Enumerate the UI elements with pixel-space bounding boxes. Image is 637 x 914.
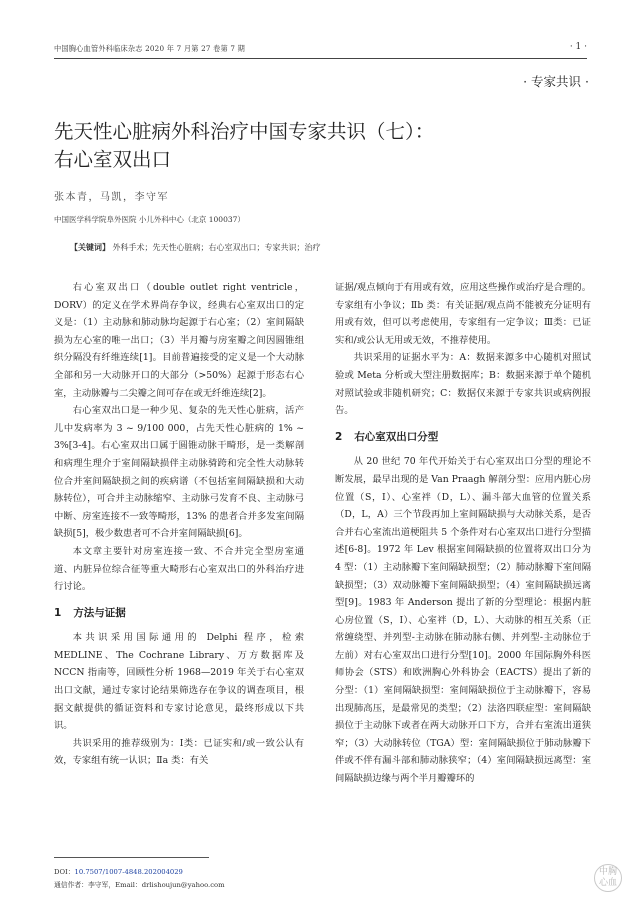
body-paragraph: 本共识采用国际通用的 Delphi 程序，检索 MEDLINE、The Cochrane Library、万方数据库及 NCCN 指南等，回顾性分析 1968—2019 年关于右心室双出口文献，通过专家讨论结果筛选存在争议的调查项目，根据文献提供的循证资料和专家讨论意见，最终形成以下共识。 [54,632,304,732]
section-number: 2 [335,430,343,443]
section-title: 右心室双出口分型 [354,430,439,443]
section-heading [335,429,591,447]
body-column-left [54,279,304,770]
body-paragraph: 右心室双出口（double outlet right ventricle，DORV）的定义在学术界尚存争议，经典右心室双出口的定义是：（1）主动脉和肺动脉均起源于右心室；（2）室间隔缺损为左心室的唯一出口；（3）半月瓣与房室瓣之间因圆锥组织分隔没有纤维连续[1]。目前普遍接受的定义是一个大动脉全部和另一大动脉开口的大部分（>50%）起源于形态右心室，主动脉瓣与二尖瓣之间可存在或无纤维连续[2]。 [54,282,304,399]
keywords-text: 外科手术；先天性心脏病；右心室双出口；专家共识；治疗 [112,243,321,252]
title-line-1: 先天性心脏病外科治疗中国专家共识（七）： [54,120,435,143]
keywords [70,242,590,253]
body-paragraph: 共识采用的推荐级别为：Ⅰ类：已证实和/或一致公认有效，专家组有统一认识；Ⅱa 类：有关 [54,737,304,767]
section-number: 1 [54,606,62,619]
affiliation: 中国医学科学院阜外医院 小儿外科中心（北京 100037） [54,215,245,224]
logo-text: 心血 [598,878,617,888]
doi-link[interactable]: 10.7507/1007-4848.202004029 [74,868,183,876]
article-category: · 专家共识 · [523,74,589,89]
section-title: 方法与证据 [73,606,126,619]
body-paragraph: 右心室双出口是一种少见、复杂的先天性心脏病，活产儿中发病率为 3 ~ 9/100 000，占先天性心脏病的 1% ~ 3%[3-4]。右心室双出口属于圆锥动脉干畸形，是一类解剖和病理生理介于室间隔缺损伴主动脉骑跨和完全性大动脉转位合并室间隔缺损之间的疾病谱（不包括室间隔缺损和大动脉转位），可合并主动脉缩窄、主动脉弓发育不良、主动脉弓中断、房室连接不一致等畸形，13% 的患者合并多发室间隔缺损[5]，极少数患者可不合并室间隔缺损[6]。 [54,405,304,540]
doi-line [54,866,183,876]
keywords-label: 【关键词】 [70,242,110,252]
body-paragraph: 共识采用的证据水平为：A：数据来源多中心随机对照试验或 Meta 分析或大型注册数据库；B：数据来源于单个随机对照试验或非随机研究；C：数据仅来源于专家共识或病例报告。 [335,352,591,417]
corresponding-author: 通信作者：李守军，Email：drlishoujun@yahoo.com [54,881,225,889]
title-line-2: 右心室双出口 [54,148,172,171]
body-paragraph: 本文章主要针对房室连接一致、不合并完全型房室通道、内脏异位综合征等重大畸形右心室双出口的外科治疗进行讨论。 [54,545,304,593]
footnote-divider [54,857,209,858]
body-paragraph: 证据/观点倾向于有用或有效，应用这些操作或治疗是合理的。专家组有小争议；Ⅱb 类：有关证据/观点尚不能被充分证明有用或有效，但可以考虑使用，专家组有一定争议；Ⅲ类：已证实和/或公认无用或无效，不推荐使用。 [335,282,591,346]
body-column-right [335,279,591,788]
section-heading [54,605,304,623]
logo-text: 中胸 [598,867,617,877]
article-title [54,118,594,174]
authors: 张本青，马凯，李守军 [54,192,169,203]
header-divider [54,58,587,59]
page-number: · 1 · [569,42,587,52]
doi-label: DOI： [54,868,75,876]
journal-logo [594,864,622,892]
body-paragraph: 从 20 世纪 70 年代开始关于右心室双出口分型的理论不断发展，最早出现的是 Van Praagh 解剖分型：应用内脏心房位置（S，I）、心室袢（D，L）、漏斗部大血管的位置关系（D，L，A）三个节段再加上室间隔缺损与大动脉关系，是否合并右心室流出道梗阻共 5 个条件对右心室双出口进行分型描述[6-8]。1972 年 Lev 根据室间隔缺损的位置将双出口分为 4 型：（1）主动脉瓣下室间隔缺损型；（2）肺动脉瓣下室间隔缺损型；（3）双动脉瓣下室间隔缺损型；（4）室间隔缺损远离型[9]。1983 年 Anderson 提出了新的分型理论：根据内脏心房位置（S，I）、心室袢（D，L）、大动脉的相互关系（正常缠绕型、并列型-主动脉在肺动脉右侧、并列型-主动脉位于左前）对右心室双出口进行分型[10]。2000 年国际胸外科医师协会（STS）和欧洲胸心外科协会（EACTS）提出了新的分型：（1）室间隔缺损型：室间隔缺损位于主动脉瓣下，容易出现肺高压，是最常见的类型；（2）法洛四联症型：室间隔缺损位于主动脉下或者在两大动脉开口下方，合并右室流出道狭窄；（3）大动脉转位（TGA）型：室间隔缺损位于肺动脉瓣下伴或不伴有漏斗部和肺动脉狭窄；（4）室间隔缺损远离型：室间隔缺损边缘与两个半月瓣瓣环的 [335,456,591,785]
journal-header: 中国胸心血管外科临床杂志 2020 年 7 月第 27 卷第 7 期 [54,44,246,53]
